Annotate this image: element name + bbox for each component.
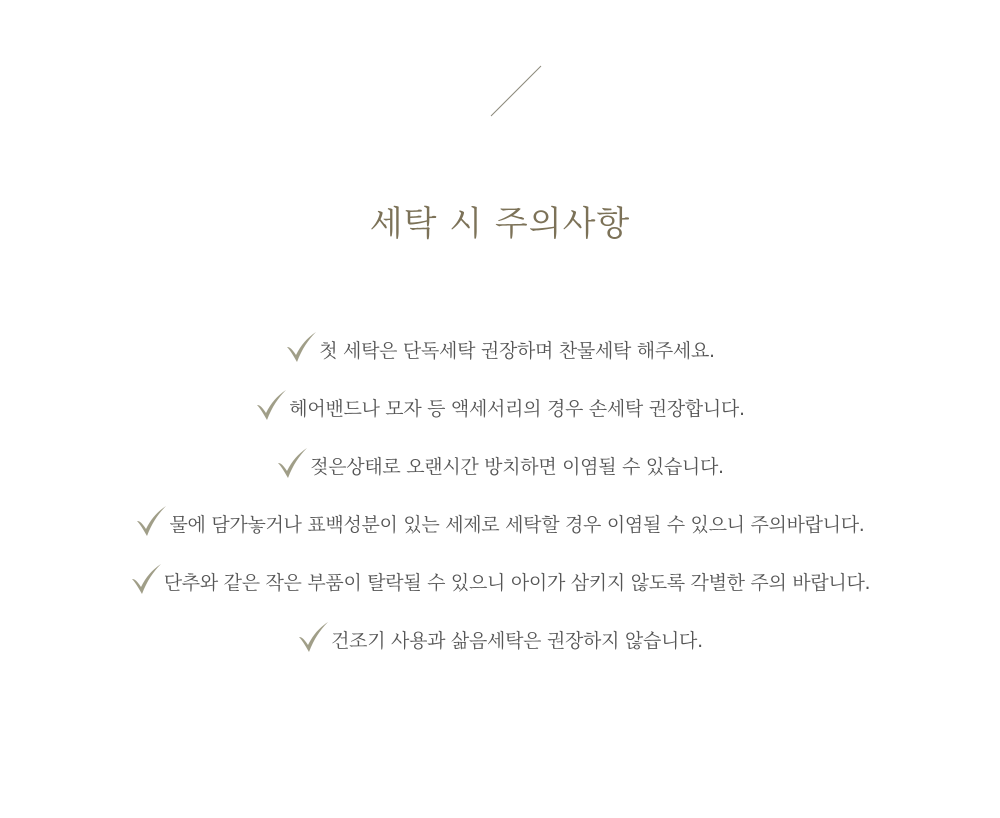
- list-item: [0, 494, 1000, 552]
- notice-text: 헤어밴드나 모자 등 액세서리의 경우 손세탁 권장합니다.: [289, 397, 745, 420]
- checkmark-icon: [255, 389, 287, 421]
- notice-list: [0, 320, 1000, 668]
- checkmark-icon: [130, 563, 162, 595]
- notice-text: 첫 세탁은 단독세탁 권장하며 찬물세탁 해주세요.: [319, 339, 715, 362]
- notice-text: 물에 담가놓거나 표백성분이 있는 세제로 세탁할 경우 이염될 수 있으니 주의바랍니다.: [169, 513, 865, 536]
- checkmark-icon: [297, 621, 329, 653]
- diagonal-line-icon: [489, 64, 543, 118]
- notice-text: 단추와 같은 작은 부품이 탈락될 수 있으니 아이가 삼키지 않도록 각별한 주의 바랍니다.: [163, 571, 871, 594]
- list-item: [0, 552, 1000, 610]
- list-item: [0, 378, 1000, 436]
- notice-text: 젖은상태로 오랜시간 방치하면 이염될 수 있습니다.: [310, 455, 724, 478]
- checkmark-icon: [135, 505, 167, 537]
- list-item: [0, 436, 1000, 494]
- checkmark-icon: [276, 447, 308, 479]
- notice-text: 건조기 사용과 삶음세탁은 권장하지 않습니다.: [331, 629, 703, 652]
- checkmark-icon: [285, 331, 317, 363]
- page-title: 세탁 시 주의사항: [369, 204, 631, 244]
- list-item: [0, 320, 1000, 378]
- list-item: [0, 610, 1000, 668]
